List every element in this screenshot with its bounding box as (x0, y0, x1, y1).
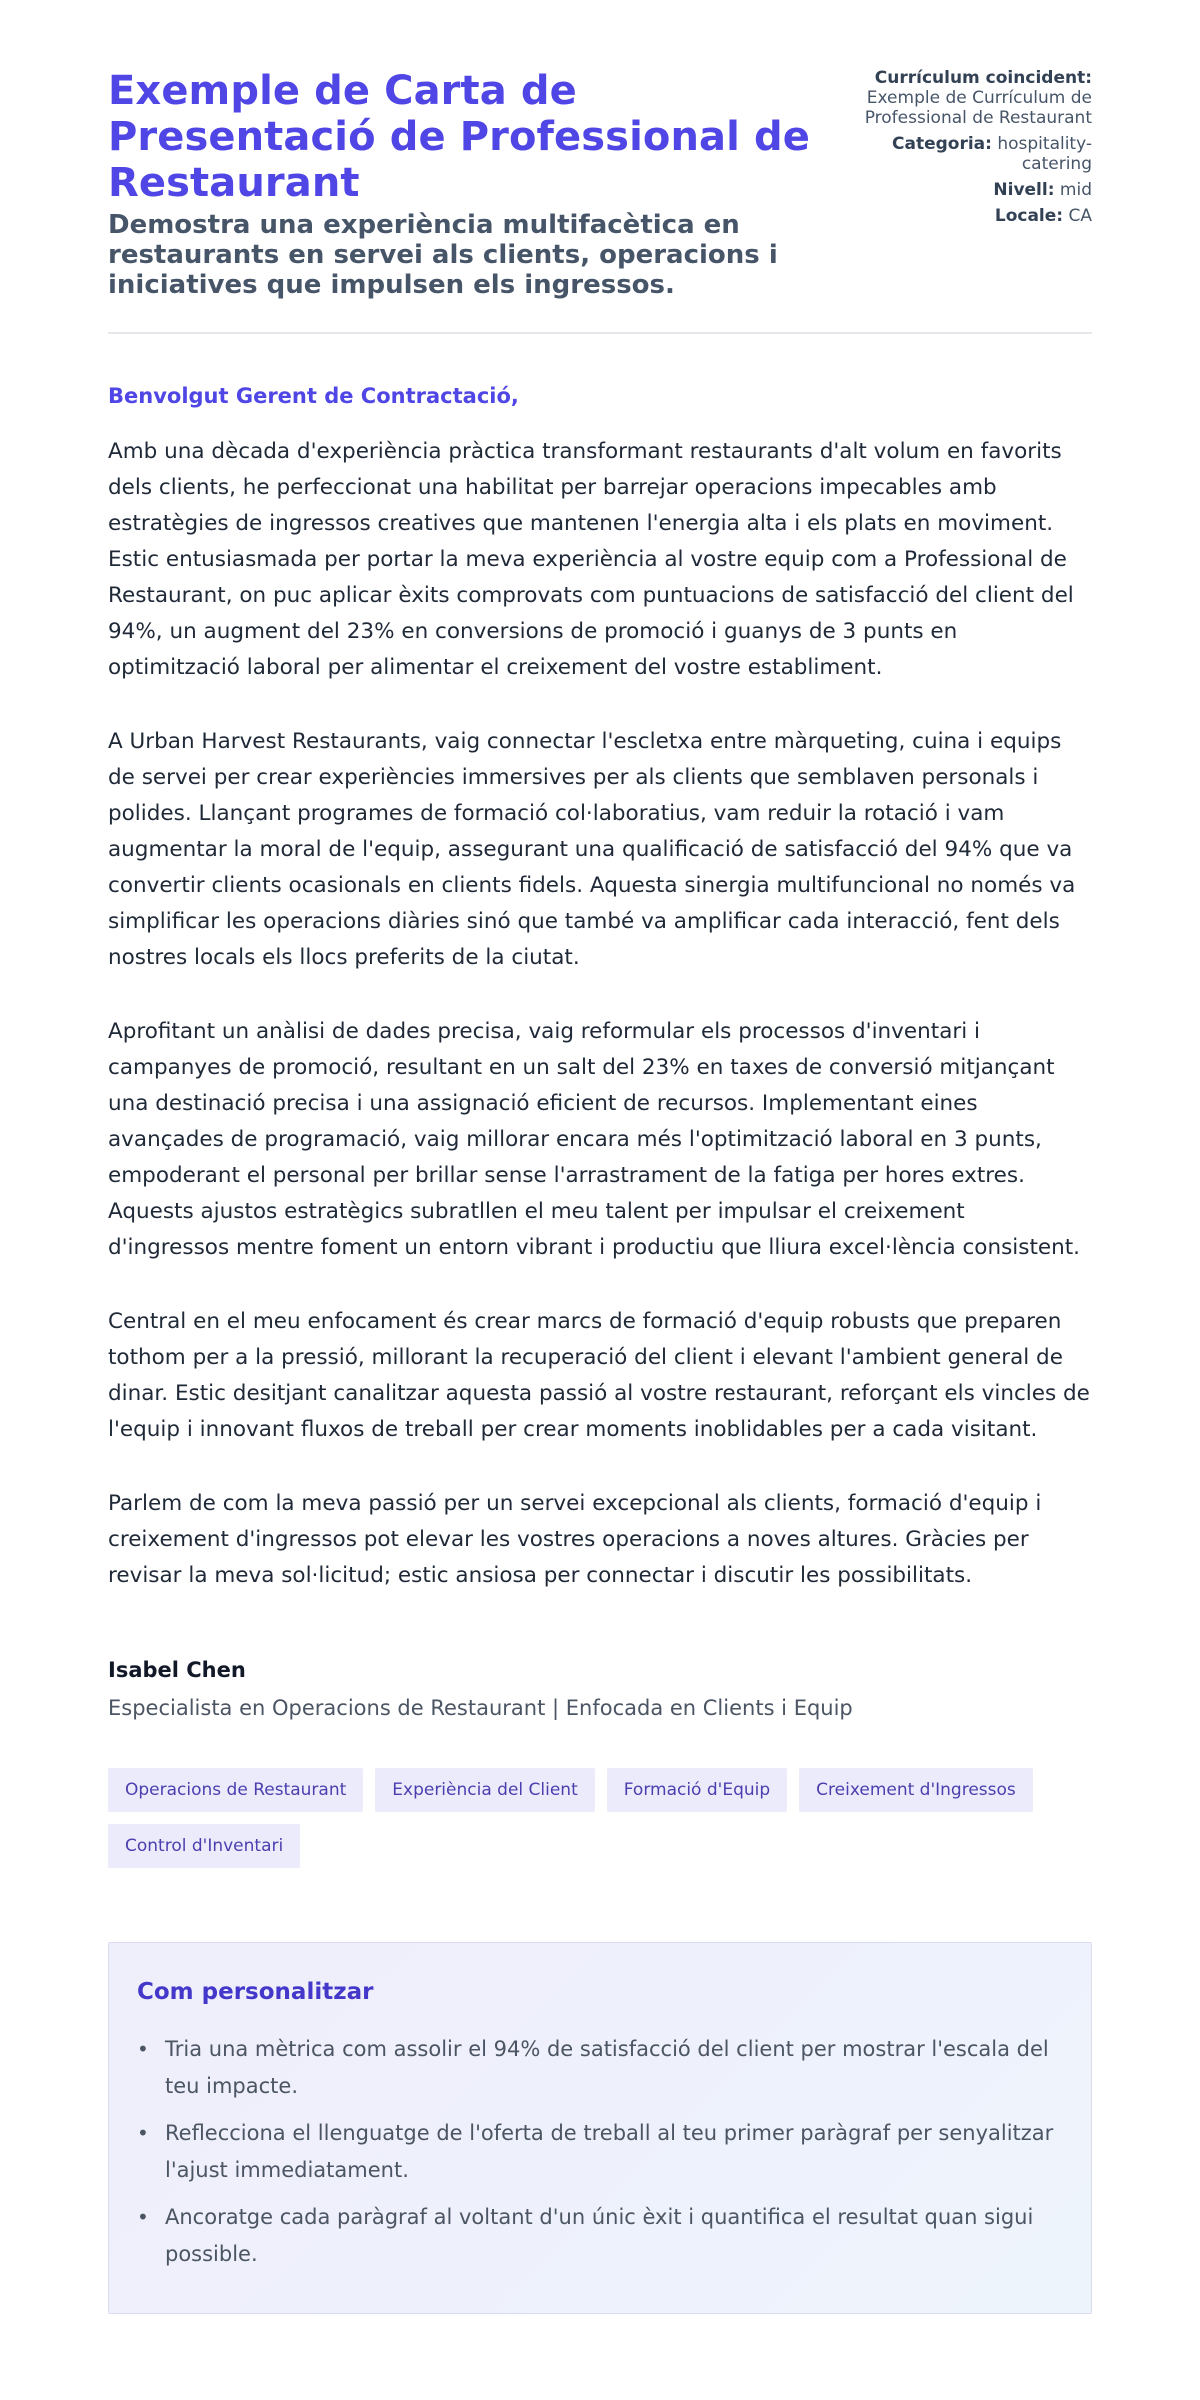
letter-paragraph-4: Central en el meu enfocament és crear marcs de formació d'equip robusts que preparen tothom per a la pressió, millorant la recuperació del client i elevant l'ambient general de dinar. Estic desitjant canalitzar aquesta passió al vostre restaurant, reforçant els vincles de l'equip i innovant fluxos de treball per crear moments inoblidables per a cada visitant. (108, 1309, 1090, 1442)
meta-level-value: mid (1059, 180, 1092, 200)
page-header (108, 68, 1092, 334)
meta-locale-value: CA (1068, 206, 1092, 226)
meta-category-value: hospitality-catering (997, 134, 1092, 174)
letter-paragraph-3: Aprofitant un anàlisi de dades precisa, vaig reformular els processos d'inventari i campanyes de promoció, resultant en un salt del 23% en taxes de conversió mitjançant una destinació precisa i una assignació eficient de recursos. Implementant eines avançades de programació, vaig millorar encara més l'optimització laboral en 3 punts, empoderant el personal per brillar sense l'arrastrament de la fatiga per hores extres. Aquests ajustos estratègics subratllen el meu talent per impulsar el creixement d'ingressos mentre foment un entorn vibrant i productiu que lliura excel·lència consistent. (108, 1019, 1081, 1260)
letter-paragraph-5: Parlem de com la meva passió per un servei excepcional als clients, formació d'equip i creixement d'ingressos pot elevar les vostres operacions a noves altures. Gràcies per revisar la meva sol·licitud; estic ansiosa per connectar i discutir les possibilitats. (108, 1491, 1042, 1588)
meta-category-label: Categoria: (892, 134, 992, 154)
metadata-panel (852, 68, 1092, 232)
page-title: Exemple de Carta de Presentació de Professional de Restaurant (108, 68, 810, 206)
meta-resume-label: Currículum coincident: (874, 68, 1092, 88)
signature-block (108, 1658, 1092, 1720)
customization-tips-box (108, 1942, 1092, 2314)
letter-paragraph-1: Amb una dècada d'experiència pràctica transformant restaurants d'alt volum en favorits dels clients, he perfeccionat una habilitat per barrejar operacions impecables amb estratègies de ingressos creatives que mantenen l'energia alta i els plats en moviment. Estic entusiasmada per portar la meva experiència al vostre equip com a Professional de Restaurant, on puc aplicar èxits comprovats com puntuacions de satisfacció del client del 94%, un augment del 23% en conversions de promoció i guanys de 3 punts en optimització laboral per alimentar el creixement del vostre establiment. (108, 439, 1074, 680)
page-subtitle: Demostra una experiència multifacètica en restaurants en servei als clients, operacions i iniciatives que impulsen els ingressos. (108, 210, 778, 300)
letter-body (108, 384, 1092, 1594)
skill-tag: Creixement d'Ingressos (799, 1768, 1033, 1812)
meta-resume-value: Exemple de Currículum de Professional de Restaurant (864, 88, 1092, 128)
skill-tag: Operacions de Restaurant (108, 1768, 363, 1812)
skill-tag: Experiència del Client (375, 1768, 594, 1812)
header-title-block (108, 68, 828, 300)
skill-tag: Control d'Inventari (108, 1824, 300, 1868)
tips-list (137, 2031, 1063, 2273)
skill-tags (108, 1768, 1088, 1868)
meta-locale (852, 206, 1092, 226)
tips-list-item: • Tria una mètrica com assolir el 94% de satisfacció del client per mostrar l'escala del teu impacte. (137, 2031, 1063, 2105)
skill-tag: Formació d'Equip (607, 1768, 787, 1812)
tips-list-item: • Ancoratge cada paràgraf al voltant d'un únic èxit i quantifica el resultat quan sigui possible. (137, 2199, 1063, 2273)
meta-locale-label: Locale: (994, 206, 1064, 226)
meta-matching-resume (852, 68, 1092, 128)
letter-greeting: Benvolgut Gerent de Contractació, (108, 384, 519, 408)
meta-level-label: Nivell: (993, 180, 1055, 200)
signature-name: Isabel Chen (108, 1658, 246, 1682)
letter-paragraph-2: A Urban Harvest Restaurants, vaig connectar l'escletxa entre màrqueting, cuina i equips de servei per crear experiències immersives per als clients que semblaven personals i polides. Llançant programes de formació col·laboratius, vam reduir la rotació i vam augmentar la moral de l'equip, assegurant una qualificació de satisfacció del 94% que va convertir clients ocasionals en clients fidels. Aquesta sinergia multifuncional no només va simplificar les operacions diàries sinó que també va amplificar cada interacció, fent dels nostres locals els llocs preferits de la ciutat. (108, 729, 1076, 970)
meta-category (852, 134, 1092, 174)
meta-level (852, 180, 1092, 200)
tips-title: Com personalitzar (137, 1979, 374, 2005)
signature-title: Especialista en Operacions de Restaurant | Enfocada en Clients i Equip (108, 1696, 853, 1720)
tips-list-item: • Reflecciona el llenguatge de l'oferta de treball al teu primer paràgraf per senyalitzar l'ajust immediatament. (137, 2115, 1063, 2189)
